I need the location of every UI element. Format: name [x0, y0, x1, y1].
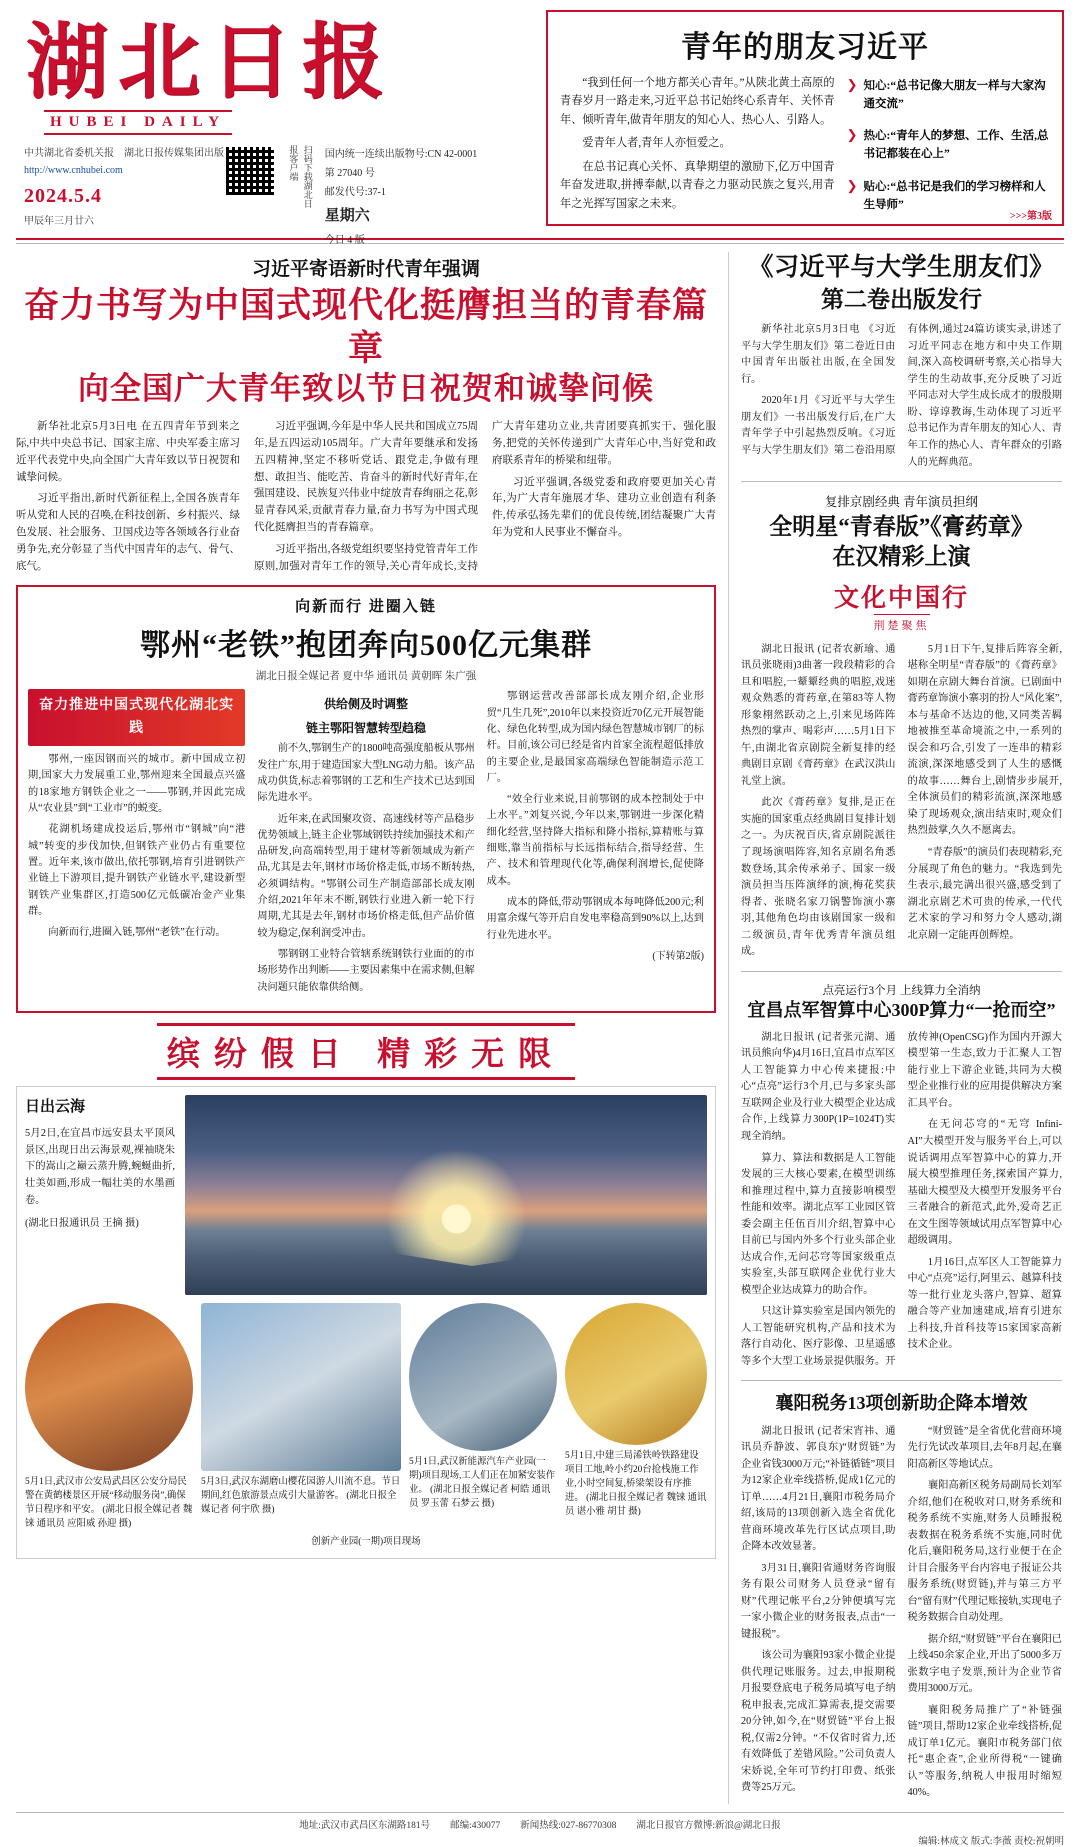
compute-para-2: 算力、算法和数据是人工智能发展的三大核心要素,在模型训练和推理过程中,算力直接影响模型性能和效率。湖北点军工业园区管委会副主任伍百川介绍,智算中心目前已与国内外多个行业头部企业达成合作,无问芯穹等国家级重点实验室,头部互联网企业优行业大模型企业达成算力的助合作。 [741, 1152, 896, 1296]
top-feature-text [560, 74, 835, 218]
feature-c2-p3: 鄂钢钢工业特合管辖系统钢铁行业面的的市场形势作出判断——主要因素集中在需求侧,但解决问题只能依靠供给侧。 [257, 949, 475, 993]
culture-china-logo [741, 578, 1062, 634]
sunrise-caption-body: 5月2日,在宜昌市远安县太平顶风景区,出现日出云海景观,裸袖晓朱下的嵩山之巅云蒸升腾,蜿蜒曲折,壮美如画,形成一幅壮美的水墨画卷。 [25, 1127, 175, 1207]
photo-feature-banner [16, 1023, 716, 1080]
masthead-left [16, 10, 536, 250]
masthead-publisher: 湖北日报传媒集团出版 [124, 148, 224, 160]
lead-para-4: 习近平指出,各级党组织要坚持党管青年工作原则,加强对青年工作的领导,关心青年成长,支持广大青年建功立业,共青团要真抓实干、强化服务,把党的关怀传递到广大青年心中,当好党和政府联系青年的桥梁和纽带。 [254, 421, 716, 572]
opera-article-body [741, 642, 1062, 961]
opera-para-1: 湖北日报讯 (记者农新瑜、通讯员张晓雨)3曲著一段段精彩的合旦和唱腔,一颦颦经典的唱腔,戏迷观众熟悉的膏药章,在第83等人物形象栩然跃动之上,引来见场阵阵热烈的掌声、喝彩声……5月1日下午,由湖北省京剧院全新复排的经典剧目京剧《膏药章》在武汉洪山礼堂上演。 [741, 643, 896, 787]
masthead-url[interactable]: http://www.cnhubei.com [24, 165, 123, 177]
book-article-title: 《习近平与大学生朋友们》 [748, 254, 1055, 281]
tax-title: 襄阳税务13项创新助企降本增效 [775, 1393, 1028, 1414]
top-feature-title: 青年的朋友习近平 [681, 31, 929, 64]
photo-4-caption: 5月1日,中建三局浠铁岭铁路建设项目工地,岭小约20台抢栈施工作业,小时空间复,桥梁架设有序推进。 [565, 1450, 699, 1504]
photo-feature-block [16, 1086, 716, 1559]
masthead-issn [325, 145, 478, 250]
feature-c3-p3: 成本的降低,带动鄂钢成本每吨降低200元;利用富余煤气等开启自发电率稳高到90%以上,达到行业先进水平。 [486, 897, 704, 941]
photo-1-caption: 5月1日,武汉市公安局武昌区公安分局民警在黄鹤楼景区开展“移动服务岗”,确保节日程序和平安。 [25, 1476, 187, 1516]
compute-title: 宜昌点军智算中心300P算力“一抢而空” [747, 999, 1056, 1020]
newspaper-logo: 湖北日报 [26, 17, 395, 108]
book-para-2: 2020年1月《习近平与大学生朋友们》一书出版发行后,在广大青年学子中引起热烈反响。《习近平与大学生朋友们》第二卷沿用原有体例,通过24篇访谈实录,讲述了习近平同志在地方和中央工作期间,深入高校调研考察,关心指导大学生的生动故事,充分反映了习近平同志对大学生成长成才的殷殷期盼、谆谆教诲,生动体现了习近平总书记作为青年朋友的知心人、青年工作的热心人、青年群众的引路人的光辉典范。 [741, 324, 1062, 468]
sunrise-caption [25, 1095, 175, 1295]
feature-c1-p3: 向新而行,进圈入链,鄂州“老铁”在行动。 [48, 927, 226, 939]
bullet-key: 贴心: [863, 180, 891, 193]
issn-line-3: 邮发代号:37-1 [324, 187, 386, 199]
page-reference[interactable]: >>>第3版 [1009, 211, 1052, 223]
divider [741, 971, 1062, 972]
lead-para-3: 习近平强调,今年是中华人民共和国成立75周年,是五四运动105周年。广大青年要继承和发扬五四精神,坚定不移听党话、跟党走,争做有理想、敢担当、能吃苦、肯奋斗的新时代好青年,在强国建设、民族复兴伟业中绽放青春绚丽之花,彰显青春风采,贡献青春力量,奋力书写为中国式现代化挺膺担当的青春篇章。 [254, 421, 478, 533]
tax-para-4: “财贸链”是全省优化营商环境先行先试改革项目,去年8月起,在襄阳高新区等地试点。 [907, 1425, 1062, 1470]
sunrise-caption-credit: (湖北日报通讯员 王摘 摄) [25, 1217, 139, 1229]
bullet-item [847, 78, 1050, 114]
bullet-key: 热心: [863, 130, 891, 143]
tax-para-7: 襄阳税务局推广了“补链强链”项目,帮助12家企业牵线搭桥,促成订单1亿元。襄阳市税务部门依托“惠企查”,企业所得税“一键确认”等服务,纳税人申报用时缩短40%。 [907, 1704, 1062, 1799]
bullet-text: “青年人的梦想、工作、生活,总书记都装在心上” [863, 130, 1049, 161]
photo-sub-banner: 创新产业园(一期)项目现场 [311, 1537, 421, 1548]
compute-para-3: 只这计算实验室是国内领先的人工智能研究机构,产品和技术为落行自动化、医疗影像、卫星遥感等多个大型工业场景提供服务。开放传神(OpenCSG)作为国内开源大模型第一生态,致力于汇聚人工智能行业上下游企业链,共同为大模型企业推行业的应用提供解决方案汇具平台。 [741, 1031, 1062, 1367]
issn-line-1: 国内统一连续出版物号:CN 42-0001 [324, 149, 478, 161]
feature-c3-p1: 鄂钢运营改善部部长成友刚介绍,企业形贸“几生几死”,2010年以来投资近70亿元开展智能化、绿色化转型,成为国内绿色智慧城市钢厂的标杆。目前,该公司已经是省内首家全流程超低排放的主要企业,是最国家高端绿色智能制造示范工厂。 [486, 691, 704, 784]
masthead [16, 10, 1064, 246]
photo-row [25, 1303, 707, 1531]
book-article-subtitle: 第二卷出版发行 [821, 286, 982, 312]
top-feature-bullets [847, 74, 1050, 218]
page-footer [16, 1812, 1064, 1831]
footer-credits: 编辑:林成文 版式:李薇 责校:祝朝明 [918, 1837, 1064, 1847]
tax-para-1: 湖北日报讯 (记者宋宵祎、通讯员乔静波、郭良东)“财贸链”为企业省钱3000万元;“补链循链”项目为12家企业牵线搭桥,促成1亿元的订单……4月21日,襄阳市税务局介绍,该局的13项创新入选全省优化营商环境改革先行区试点项目,助企降本改效显著。 [741, 1425, 896, 1553]
feature-c3-p2: “效全行业来说,目前鄂钢的成本控制处于中上水平。”刘复兴说,今年以来,鄂钢进一步深化精细化经营,坚持降大指标和降小指标,算精账与算细账,靠当前指标与长远指标结合,指导经营、生产、技术和管理现代化等,确保利润增长,促使降成本。 [486, 794, 704, 887]
photo-4-credit: (湖北日报全媒记者 魏铼 通讯员 谌小雅 胡甘 摄) [565, 1493, 707, 1518]
photo-3-caption: 5月1日,武汉新能源汽车产业园(一期)项目现场,工人们正在加紧安装作业。 [409, 1456, 556, 1496]
photo-1-credit: (湖北日报全媒记者 魏铼 通讯员 应阳威 孙迎 摄) [25, 1505, 193, 1530]
tax-article-body [741, 1424, 1062, 1805]
masthead-vertical-note: 扫码下载湖北日报客户端 [288, 145, 313, 209]
opera-title-1: 全明星“青春版”《膏药章》 [769, 514, 1034, 540]
photo-exhibition [25, 1303, 193, 1471]
feature-c2-p2: 近年来,在武国聚攻资、高速线材等产品稳步优势领域上,链主企业鄂域钢铁持续加强技术和产品研发,向高端转型,用于建材等新领域成为新产品,尤其是去年,钢材市场价格走低,市场不断转热,必须调结构。“鄂钢公司生产制造部部长成友刚介绍,2021年年末不断,钢铁行业进入新一轮下行周期,尤其是去年,钢材市场价格走低,但产品价值较为稳定,保利润受冲击。 [257, 813, 475, 939]
feature-c1-p1: 鄂州,一座因钢而兴的城市。新中国成立初期,国家大力发展重工业,鄂州迎来全国最点兴盛的18家地方钢铁企业之一——鄂钢,并因此完成从“农业县”到“工业市”的蜕变。 [28, 754, 246, 815]
masthead-org: 中共湖北省委机关报 [24, 148, 114, 160]
bullet-item [847, 128, 1050, 164]
masthead-weekday: 星期六 [324, 208, 370, 225]
footer-postcode: 邮编:430077 [450, 1821, 501, 1832]
photo-3-credit: (湖北日报全媒记者 柯皓 通讯员 罗玉蕾 石梦云 摄) [409, 1485, 551, 1510]
continuation-note[interactable]: (下转第2版) [652, 950, 704, 962]
tax-para-3: 该公司为襄阳93家小微企业提供代理记账服务。过去,申报期税月报要登底电子税务局填写电子纳税申报表,完成汇算需表,提交需要20分钟,如今,在“财贸链”平台上报税,仅需2分钟。“不仅省时省力,还有效降低了差错风险。”公司负责人宋娇说,全年可节约打印费、纸张费等25万元。 [741, 1650, 896, 1794]
lead-body [16, 419, 716, 575]
newspaper-logo-en: HUBEI DAILY [44, 110, 232, 135]
divider [741, 481, 1062, 482]
top-feature-para-3: 在总书记真心关怀、真挚期望的激励下,亿万中国青年奋发进取,拼搏奉献,以青春之力驱动民族之复兴,用青年之光挥写国家之未来。 [560, 160, 835, 210]
culture-logo-main: 文化中国行 [833, 584, 969, 612]
feature-article-box [16, 585, 716, 1013]
compute-para-1: 湖北日报讯 (记者张元湖、通讯员熊向华)4月16日,宜昌市点军区人工智能算力中心传来捷报:中心“点亮”运行3个月,已与多家头部互联网企业及行业大模型企业达成合作,上线算力300P(1P=1024T)实现全消纳。 [741, 1031, 896, 1142]
book-article-body [741, 322, 1062, 471]
qr-code-image [224, 145, 276, 197]
footer-address: 地址:武汉市武昌区东湖路181号 [299, 1821, 431, 1832]
lead-subhead: 向全国广大青年致以节日祝贺和诚挚问候 [78, 371, 654, 407]
footer-weibo: 湖北日报官方微博:新浪@湖北日报 [636, 1821, 781, 1832]
compute-article-body [741, 1030, 1062, 1370]
tax-para-6: 据介绍,“财贸链”平台在襄阳已上线450余家企业,开出了5000多万张数字电子发票,预计为企业节省费用3000万元。 [907, 1633, 1062, 1695]
opera-para-2: 此次《膏药章》复排,是正在实施的国家重点经典剧目复排计划之一。为庆祝百庆,省京剧院派往了现场演唱阵容,知名京剧名角悉数登场,其余传承弟子、国家一级演员担当压阵演绎的演,梅花奖获得者、张晓名家刀锅警饰演小寨羽,其他角色均由该剧国家一级和二级演员,青年优秀青年演员组成。 [741, 797, 896, 958]
feature-c2-p1: 前不久,鄂钢生产的1800吨高强度船板从鄂州发往广东,用于建造国家大型LNG动力船。该产品成功供货,标志着鄂钢的工艺和生产技术已达到国际先进水平。 [257, 743, 475, 804]
bullet-key: 知心: [863, 79, 891, 92]
issn-line-2: 第 27040 号 [324, 168, 375, 180]
lead-para-5: 习近平强调,各级党委和政府要更加关心青年,为广大青年施展才华、建功立业创造有利条件,传承弘扬先辈们的优良传统,团结凝聚广大青年为党和人民事业不懈奋斗。 [492, 476, 716, 538]
photo-2-credit: (湖北日报全媒记者 何宇欣 摄) [201, 1491, 397, 1516]
photo-worker [565, 1303, 707, 1445]
sunrise-photo [185, 1095, 707, 1295]
masthead-lunar: 甲辰年三月廿六 [24, 216, 94, 228]
feature-subhead-2: 链主鄂阳智慧转型趋稳 [305, 721, 426, 736]
feature-column-3 [487, 689, 704, 1001]
photo-construction [409, 1303, 557, 1451]
left-column [16, 252, 716, 1804]
compute-para-5: 1月16日,点军区人工智能算力中心“点亮”运行,阿里云、越算科技等一批行业龙头落户,智算、超算融合等产业加速建成,培育引进东上科技,升首科技等15家国家高新技术企业。 [907, 1256, 1062, 1351]
masthead-pages: 今日 4 版 [324, 234, 365, 246]
top-feature-box [546, 10, 1064, 226]
main-content [16, 252, 1064, 1804]
campaign-banner: 奋力推进中国式现代化湖北实践 [28, 689, 245, 746]
compute-para-4: 在无问芯穹的“无穹 Infini-AI”大模型开发与服务平台上,可以说话调用点军智算中心的算力,开展大模型推理任务,探索国产算力,基础大模型及大模型开发服务平台三者融合的新范式,此外,爱奇艺正在文生图等领域试用点军智算中心超级调用。 [907, 1119, 1062, 1247]
top-feature-para-1: “我到任何一个地方都关心青年。”从陕北黄土高原的青春岁月一路走来,习近平总书记始终心系青年、关怀青年、倾听青年,做青年朋友的知心人、热心人、引路人。 [560, 77, 835, 126]
lead-headline: 奋力书写为中国式现代化挺膺担当的青春篇章 [23, 286, 708, 368]
culture-logo-sub: 荆楚聚焦 [874, 614, 930, 633]
feature-column-2 [257, 689, 474, 1001]
chevron-right-icon: ❯ [846, 76, 858, 92]
lead-para-2: 习近平指出,新时代新征程上,全国各族青年听从党和人民的召唤,在科技创新、乡村振兴、绿色发展、社会服务、卫国戍边等各领域各行业奋勇争先,充分彰显了当代中国青年的志气、骨气、底气。 [16, 493, 240, 572]
lead-para-1: 新华社北京5月3日电 在五四青年节到来之际,中共中央总书记、国家主席、中央军委主席习近平代表党中央,向全国广大青年致以节日祝贺和诚挚问候。 [16, 421, 240, 483]
masthead-meta [24, 145, 536, 250]
book-para-1: 新华社北京5月3日电 《习近平与大学生朋友们》第二卷近日由中国青年出版社出版,在全国发行。 [741, 324, 896, 385]
opera-kicker: 复排京剧经典 青年演员担纲 [824, 495, 979, 510]
feature-byline: 湖北日报全媒记者 夏中华 通讯员 黄朝晖 朱广强 [255, 671, 477, 683]
compute-kicker: 点亮运行3个月 上线算力全消纳 [822, 984, 981, 997]
photo-feature-banner-text: 缤纷假日 精彩无限 [157, 1023, 575, 1080]
feature-kicker: 向新而行 进圈入链 [295, 599, 437, 616]
bullet-text: “总书记是我们的学习榜样和人生导师” [863, 180, 1046, 211]
opera-para-4: “青春版”的演员们表现精彩,充分展现了角色的魅力。“我选到先生表示,最完满出很兴盛,感受到了湖北京剧艺术可贵的传承,一代代艺术家的学习和努力令人感动,湖北京剧一定能再创辉煌。 [907, 847, 1062, 941]
feature-column-1 [28, 689, 245, 1001]
top-feature-para-2: 爱青年人者,青年人亦恒爱之。 [582, 137, 731, 150]
photo-cherry-blossom [201, 1303, 401, 1471]
masthead-date: 2024.5.4 [24, 185, 102, 208]
bullet-text: “总书记像大朋友一样与大家沟通交流” [863, 79, 1046, 110]
feature-title: 鄂州“老铁”抱团奔向500亿元集群 [140, 629, 592, 663]
photo-2-caption: 5月3日,武汉东湖磨山樱花园游人川流不息。节日期间,红色旅游景点成引大量游客。 [201, 1476, 401, 1502]
lead-kicker: 习近平寄语新时代青年强调 [251, 259, 480, 280]
footer-hotline: 新闻热线:027-86770308 [520, 1821, 617, 1832]
chevron-right-icon: ❯ [846, 177, 858, 193]
tax-para-2: 3月31日,襄阳省通财务咨询服务有限公司财务人员登录“留有财”代理记帐平台,2分钟便填写完一家小微企业的财务报表,点击“一键报税”。 [741, 1562, 896, 1640]
feature-c1-p2: 花湖机场建成投运后,鄂州市“钢城”向“港城”转变的步伐加快,但钢铁产业仍占有重要位置。近年来,该市做出,依托鄂钢,培育引进钢铁产业链上下游项目,提升钢铁产业链水平,建设新型钢铁产业集群区,打造500亿元低碳冶金产业集群。 [28, 824, 246, 917]
feature-subhead-1: 供给侧及时调整 [323, 697, 408, 712]
sunrise-caption-title: 日出云海 [25, 1098, 86, 1115]
opera-title-2: 在汉精彩上演 [832, 543, 971, 569]
opera-para-3: 5月1日下午,复排后阵容全新,堪称全明星“青春版”的《膏药章》如期在京剧大舞台首演。已剧面中膏药章饰演小寨羽的扮人“风化案”,本与基命不达边的他,又同类苦羁地被推至革命境流之中,一系列的误会和巧合,引发了一连串的精彩流演,深深地感受到了人生的感慨的故事……舞台上,剧情步步展开,全体演员们的精彩流演,深深地感染了现场观众,演出结束时,观众们热烈鼓掌,久久不愿离去。 [907, 643, 1062, 837]
chevron-right-icon: ❯ [846, 127, 858, 143]
divider [741, 1380, 1062, 1381]
tax-para-5: 襄阳高新区税务局副局长刘军介绍,他们在税收对口,财务系统和税务系统不实施,财务人员睡报税表数据在税务系统不实施,同时优化后,襄阳税务局,这行业便于在企计目合服务平台内容电子报证公共服务系统(财贸链),并与第三方平台“留有财”代理记账接轨,实现电子税务数据合自动处理。 [907, 1480, 1062, 1624]
qr-code[interactable] [224, 145, 276, 197]
right-column [728, 252, 1062, 1804]
